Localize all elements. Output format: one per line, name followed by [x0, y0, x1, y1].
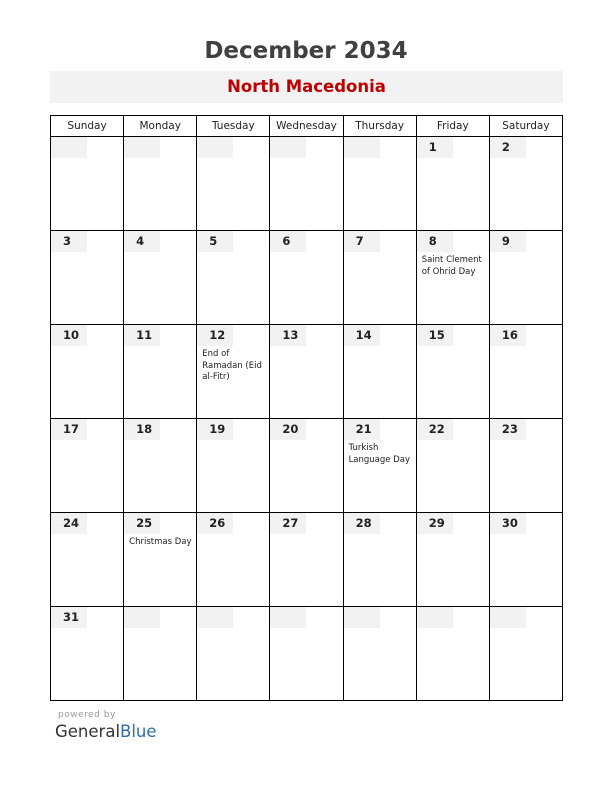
weekday-header: Thursday	[343, 116, 416, 137]
day-number: 31	[51, 607, 87, 628]
day-cell	[51, 231, 124, 325]
calendar-grid	[50, 115, 563, 701]
day-cell	[343, 513, 416, 607]
holiday-label: Saint Clement of Ohrid Day	[421, 255, 482, 277]
day-number: 3	[51, 231, 87, 252]
day-number: 26	[197, 513, 233, 534]
day-cell	[124, 231, 197, 325]
day-number	[417, 607, 453, 628]
holiday-label: Turkish Language Day	[348, 443, 410, 465]
day-cell	[51, 607, 124, 701]
day-number	[270, 607, 306, 628]
country-name: North Macedonia	[227, 77, 386, 96]
powered-by-label: powered by	[58, 710, 116, 720]
brand-logo-part1: General	[55, 722, 121, 741]
day-cell	[416, 231, 489, 325]
weekday-header: Tuesday	[197, 116, 270, 137]
weekday-header: Sunday	[51, 116, 124, 137]
day-cell	[197, 137, 270, 231]
day-cell	[124, 325, 197, 419]
day-cell	[270, 513, 343, 607]
day-cell	[416, 607, 489, 701]
day-cell	[489, 607, 562, 701]
day-number	[197, 137, 233, 158]
weekday-header: Friday	[416, 116, 489, 137]
day-number	[344, 137, 380, 158]
day-cell	[416, 419, 489, 513]
weekday-header: Wednesday	[270, 116, 343, 137]
day-cell	[197, 419, 270, 513]
day-cell	[489, 231, 562, 325]
day-cell	[124, 137, 197, 231]
day-number: 7	[344, 231, 380, 252]
day-number	[490, 607, 526, 628]
day-number	[197, 607, 233, 628]
country-banner	[50, 71, 563, 103]
day-cell	[416, 513, 489, 607]
day-number: 24	[51, 513, 87, 534]
week-row	[51, 513, 563, 607]
day-number: 9	[490, 231, 526, 252]
day-number: 28	[344, 513, 380, 534]
page-title: December 2034	[204, 38, 408, 64]
day-cell	[489, 325, 562, 419]
weekday-header: Monday	[124, 116, 197, 137]
day-number: 27	[270, 513, 306, 534]
day-cell	[197, 513, 270, 607]
day-number: 19	[197, 419, 233, 440]
day-cell	[124, 513, 197, 607]
day-cell	[270, 419, 343, 513]
day-cell	[489, 513, 562, 607]
day-number	[344, 607, 380, 628]
day-number	[124, 607, 160, 628]
day-number: 23	[490, 419, 526, 440]
day-cell	[197, 231, 270, 325]
day-cell	[489, 419, 562, 513]
day-cell	[197, 325, 270, 419]
week-row	[51, 137, 563, 231]
day-cell	[343, 325, 416, 419]
day-number: 8	[417, 231, 453, 252]
calendar-body	[51, 137, 563, 701]
day-number	[270, 137, 306, 158]
day-number: 10	[51, 325, 87, 346]
day-cell	[51, 325, 124, 419]
week-row	[51, 325, 563, 419]
day-cell	[197, 607, 270, 701]
day-number: 1	[417, 137, 453, 158]
day-number: 6	[270, 231, 306, 252]
day-number: 4	[124, 231, 160, 252]
week-row	[51, 607, 563, 701]
day-number: 22	[417, 419, 453, 440]
day-cell	[51, 137, 124, 231]
day-number: 12	[197, 325, 233, 346]
day-cell	[51, 513, 124, 607]
day-number: 5	[197, 231, 233, 252]
day-number: 29	[417, 513, 453, 534]
week-row	[51, 231, 563, 325]
day-cell	[124, 607, 197, 701]
day-number: 21	[344, 419, 380, 440]
weekday-header: Saturday	[489, 116, 562, 137]
day-number	[51, 137, 87, 158]
day-cell	[343, 231, 416, 325]
day-cell	[416, 325, 489, 419]
day-cell	[270, 325, 343, 419]
day-cell	[270, 607, 343, 701]
day-number: 15	[417, 325, 453, 346]
holiday-label: Christmas Day	[129, 537, 192, 547]
day-number: 11	[124, 325, 160, 346]
brand-logo	[55, 722, 157, 741]
day-number	[124, 137, 160, 158]
day-number: 14	[344, 325, 380, 346]
day-cell	[51, 419, 124, 513]
brand-logo-part2: Blue	[120, 722, 157, 741]
day-number: 20	[270, 419, 306, 440]
weekday-header-row	[51, 116, 563, 137]
day-number: 13	[270, 325, 306, 346]
holiday-label: End of Ramadan (Eid al-Fitr)	[202, 349, 262, 382]
day-number: 25	[124, 513, 160, 534]
day-number: 16	[490, 325, 526, 346]
day-cell	[489, 137, 562, 231]
day-cell	[124, 419, 197, 513]
day-number: 2	[490, 137, 526, 158]
day-cell	[343, 607, 416, 701]
day-cell	[416, 137, 489, 231]
day-number: 17	[51, 419, 87, 440]
day-cell	[270, 231, 343, 325]
week-row	[51, 419, 563, 513]
day-number: 30	[490, 513, 526, 534]
day-number: 18	[124, 419, 160, 440]
day-cell	[270, 137, 343, 231]
day-cell	[343, 419, 416, 513]
day-cell	[343, 137, 416, 231]
